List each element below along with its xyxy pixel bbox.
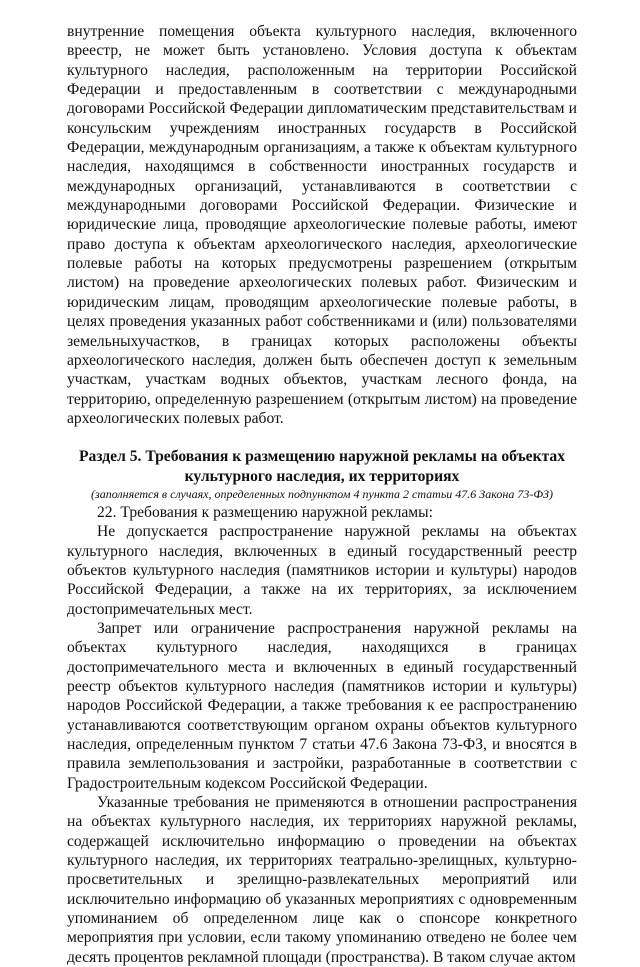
section-note: (заполняется в случаях, определенных подпунктом 4 пункта 2 статьи 47.6 Закона 73-ФЗ): [91, 486, 553, 501]
item-22-heading: 22. Требования к размещению наружной рекламы:: [97, 503, 433, 521]
document-page: [67, 22, 577, 967]
intro-paragraph: внутренние помещения объекта культурного наследия, включенного вреестр, не может быть установлено. Условия доступа к объектам культурного наследия, расположенным на территории Российской Федерации и предоставленным в соответствии с международными договорами Российской Федерации дипломатическим представительствам и консульским учреждениям иностранных государств в Российской Федерации, международным организациям, а также к объектам культурного наследия, находящимся в собственности иностранных государств и международных организаций, устанавливаются в соответствии с международными договорами Российской Федерации. Физические и юридические лица, проводящие археологические полевые работы, имеют право доступа к объектам археологического наследия, археологические полевые работы на которых предусмотрены разрешением (открытым листом) на проведение археологических полевых работ. Физическим и юридическим лицам, проводящим археологические полевые работы, в целях проведения указанных работ собственниками и (или) пользователями земельныхучастков, в границах которых расположены объекты археологического наследия, должен быть обеспечен доступ к земельным участкам, участкам водных объектов, участкам лесного фонда, на территорию, определенную разрешением (открытым листом) на проведение археологических полевых работ.: [67, 23, 577, 427]
section-5-title: [67, 447, 577, 486]
paragraph-ban-advertising: Не допускается распространение наружной рекламы на объектах культурного наследия, включенных в единый государственный реестр объектов культурного наследия (памятников истории и культуры) народов Российской Федерации, а также на их территориях, за исключением достопримечательных мест.: [67, 523, 577, 618]
paragraph-exceptions: Указанные требования не применяются в отношении распространения на объектах культурного наследия, их территориях наружной рекламы, содержащей исключительно информацию о проведении на объектах культурного наследия, их территориях театрально-зрелищных, культурно-просветительных и зрелищно-развлекательных мероприятий или исключительно информацию об указанных мероприятиях с одновременным упоминанием об определенном лице как о спонсоре конкретного мероприятия при условии, если такому упоминанию отведено не более чем десять процентов рекламной площади (пространства). В таком случае актом: [67, 794, 577, 966]
section-title-line-1: Раздел 5. Требования к размещению наружной рекламы на объектах: [78, 448, 566, 466]
section-title-line-2: культурного наследия, их территориях: [184, 467, 460, 485]
paragraph-restriction: Запрет или ограничение распространения наружной рекламы на объектах культурного наследия, находящихся в границах достопримечательного места и включенных в единый государственный реестр объектов культурного наследия (памятников истории и культуры) народов Российской Федерации, а также требования к ее распространению устанавливаются соответствующим органом охраны объектов культурного наследия, определенным пунктом 7 статьи 47.6 Закона 73-ФЗ, и вносятся в правила землепользования и застройки, разработанные в соответствии с Градостроительным кодексом Российской Федерации.: [67, 619, 577, 792]
